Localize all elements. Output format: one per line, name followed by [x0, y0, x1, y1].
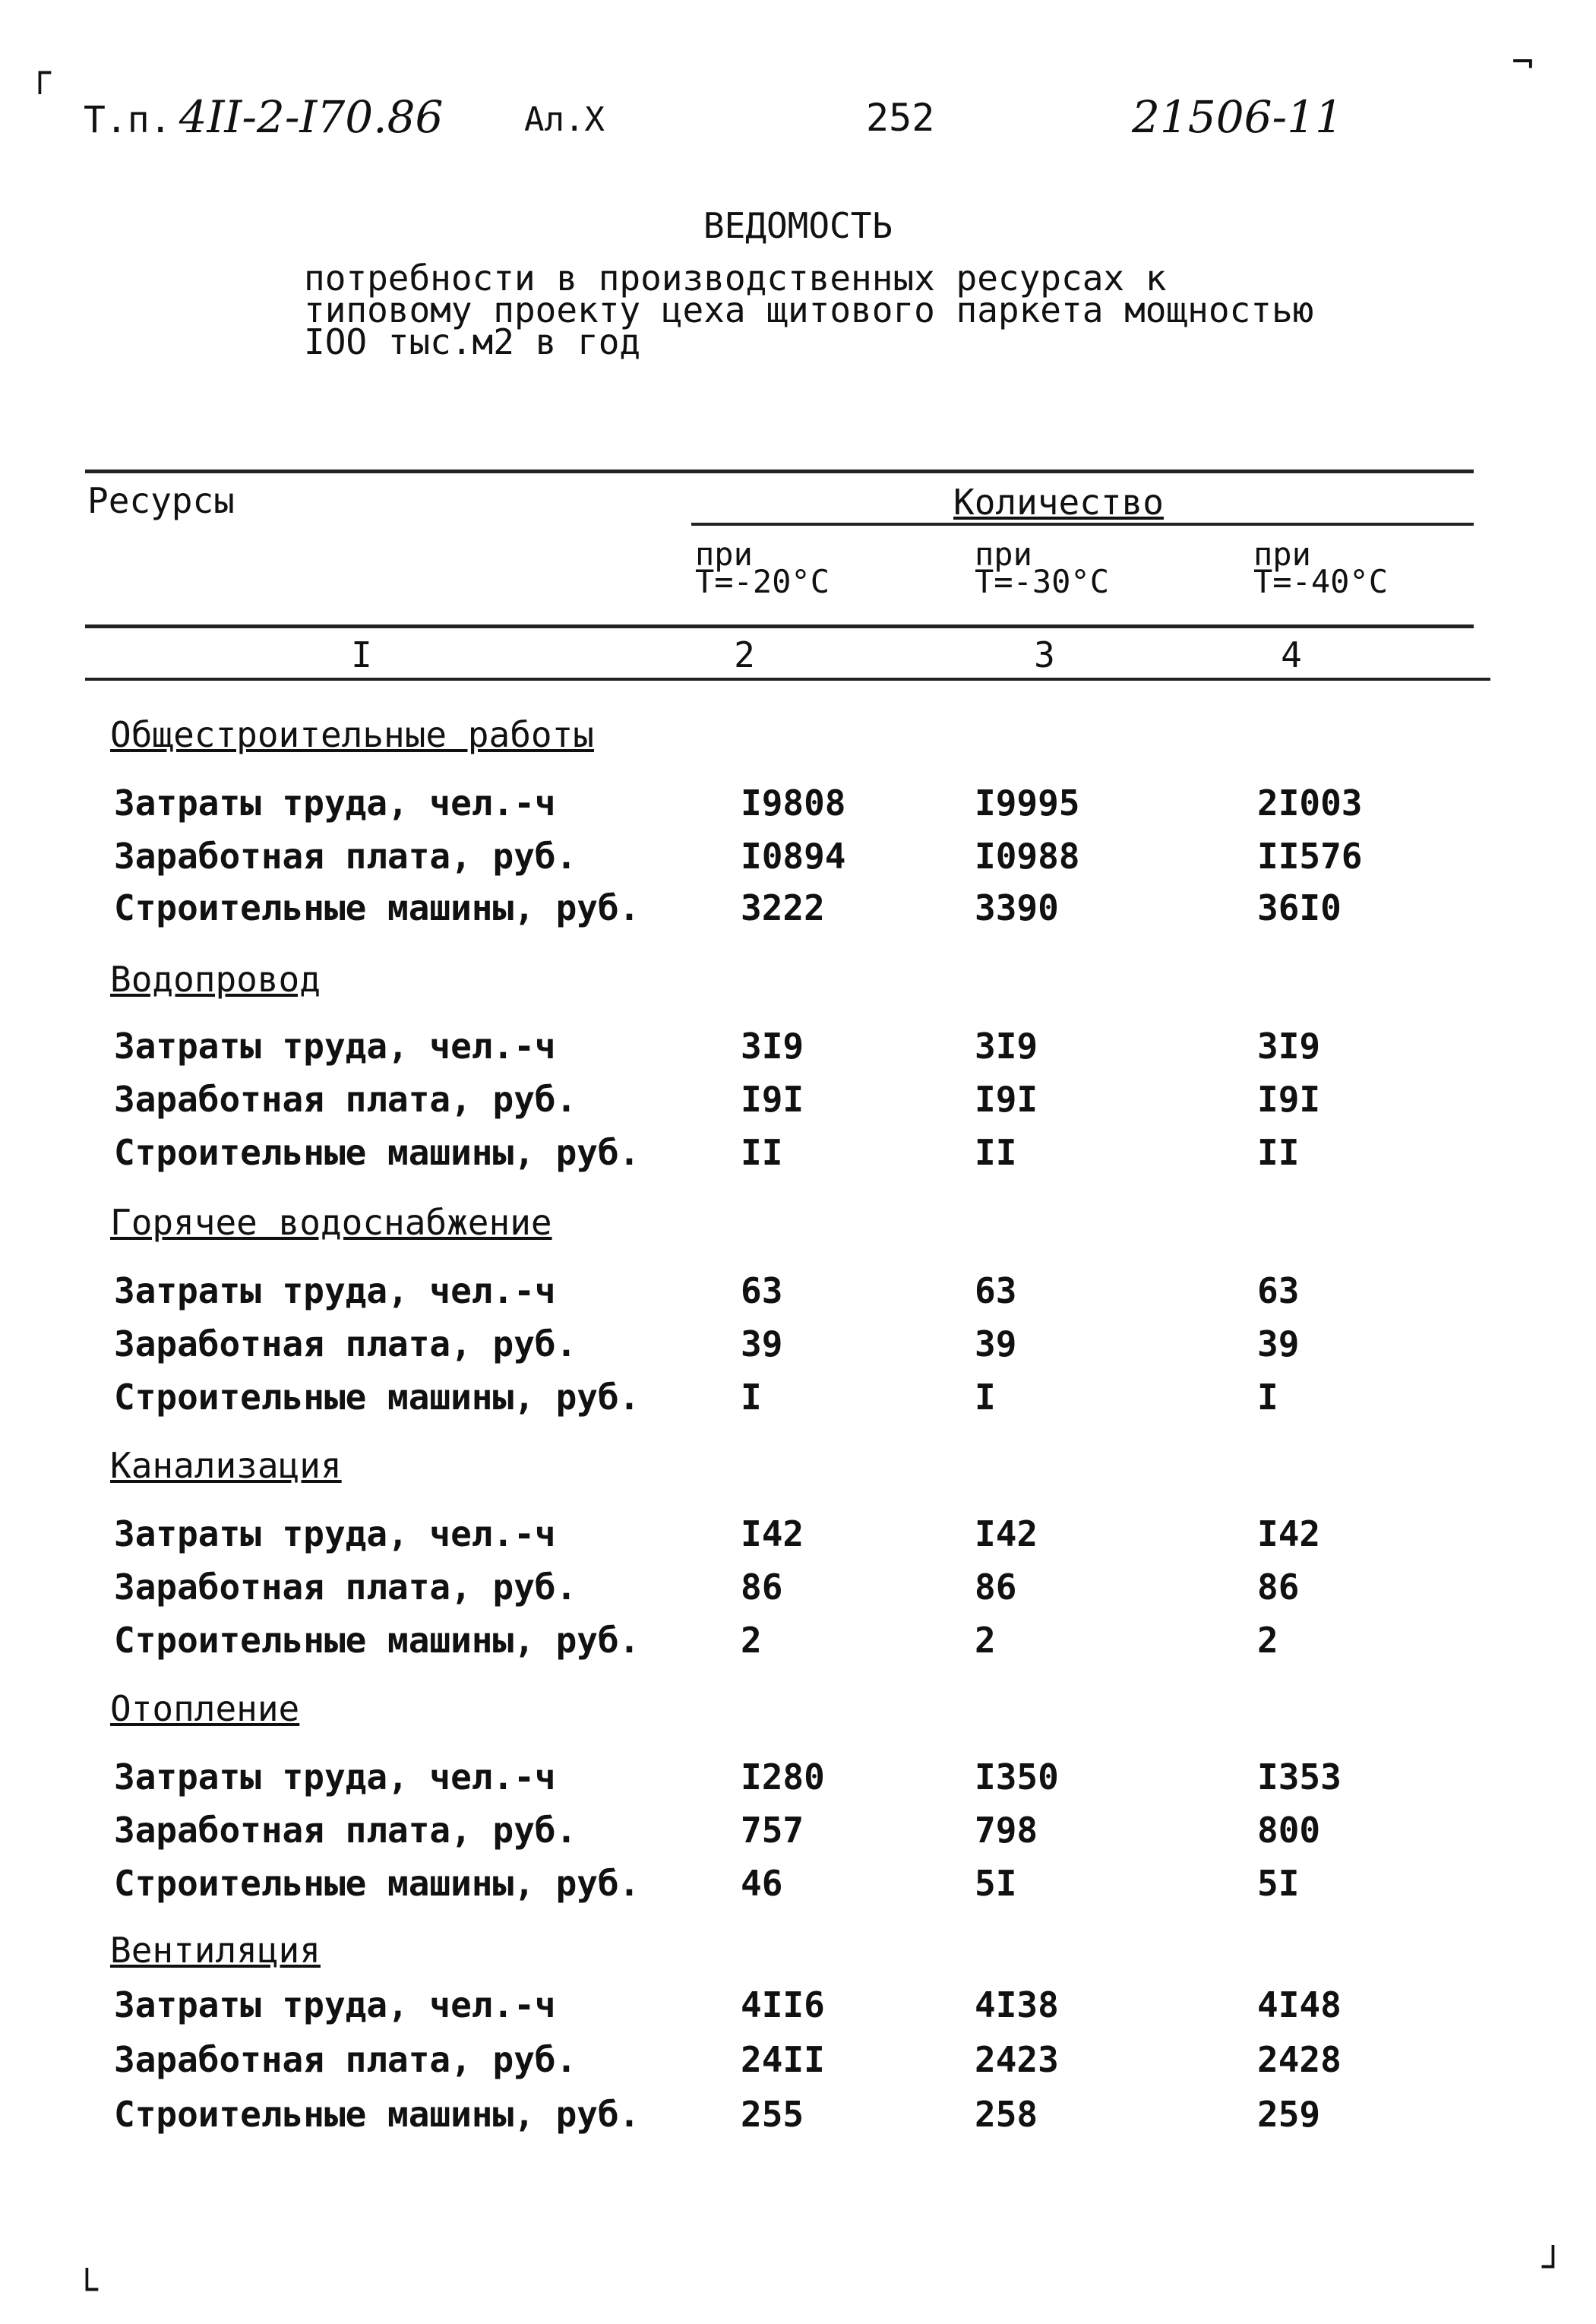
column-number: I: [351, 634, 372, 675]
row-label: Строительные машины, руб.: [114, 1863, 640, 1904]
header-bottom-rule: [85, 624, 1474, 628]
cell-value: I353: [1257, 1756, 1342, 1798]
cell-value: 39: [1257, 1323, 1300, 1364]
row-label: Заработная плата, руб.: [114, 1323, 577, 1364]
cell-value: 3390: [975, 887, 1059, 928]
column-header-t40: при Т=-40°С: [1253, 536, 1389, 600]
cell-value: I: [1257, 1377, 1278, 1418]
cell-value: 255: [741, 2094, 804, 2135]
cell-value: 259: [1257, 2094, 1321, 2135]
project-label: Т.п.: [84, 99, 172, 141]
row-label: Заработная плата, руб.: [114, 2039, 577, 2080]
cell-value: 63: [975, 1270, 1017, 1311]
row-label: Заработная плата, руб.: [114, 1079, 577, 1120]
section-title: Водопровод: [110, 959, 321, 1000]
cell-value: I: [975, 1377, 996, 1418]
column-header-quantity: Количество: [953, 482, 1164, 523]
document-header: [84, 84, 1527, 152]
cell-value: 800: [1257, 1810, 1321, 1851]
cell-value: I9I: [741, 1079, 804, 1120]
column-header-t20: при Т=-20°С: [695, 536, 830, 600]
row-label: Затраты труда, чел.-ч: [114, 1756, 556, 1798]
column-number-rule: [85, 678, 1490, 681]
cell-value: I42: [1257, 1513, 1321, 1554]
section-title: Общестроительные работы: [110, 714, 594, 755]
cell-value: 2423: [975, 2039, 1059, 2080]
cell-value: 757: [741, 1810, 804, 1851]
row-label: Строительные машины, руб.: [114, 887, 640, 928]
section-title: Горячее водоснабжение: [110, 1202, 552, 1243]
cell-value: 5I: [975, 1863, 1017, 1904]
cell-value: 2: [741, 1620, 762, 1661]
row-label: Затраты труда, чел.-ч: [114, 1513, 556, 1554]
document-code: 21506-11: [1132, 91, 1343, 143]
cell-value: 63: [1257, 1270, 1300, 1311]
corner-mark-bottom-left: └: [76, 2269, 98, 2311]
cell-value: 86: [741, 1567, 783, 1608]
row-label: Затраты труда, чел.-ч: [114, 1984, 556, 2025]
cell-value: II: [741, 1132, 783, 1173]
row-label: Заработная плата, руб.: [114, 1567, 577, 1608]
cell-value: 39: [975, 1323, 1017, 1364]
cell-value: 798: [975, 1810, 1038, 1851]
cell-value: 3I9: [1257, 1026, 1321, 1067]
row-label: Строительные машины, руб.: [114, 1377, 640, 1418]
section-title: Отопление: [110, 1688, 300, 1729]
cell-value: I9I: [1257, 1079, 1321, 1120]
cell-value: 4I38: [975, 1984, 1059, 2025]
cell-value: I9808: [741, 783, 846, 824]
cell-value: I42: [741, 1513, 804, 1554]
document-title: ВЕДОМОСТЬ: [703, 205, 893, 246]
cell-value: 3I9: [975, 1026, 1038, 1067]
column-header-t30: при Т=-30°С: [975, 536, 1110, 600]
cell-value: II: [975, 1132, 1017, 1173]
corner-mark-bottom-right: ┘: [1542, 2246, 1564, 2288]
cell-value: 4II6: [741, 1984, 825, 2025]
section-title: Канализация: [110, 1445, 342, 1486]
cell-value: I0894: [741, 836, 846, 877]
row-label: Затраты труда, чел.-ч: [114, 1026, 556, 1067]
cell-value: 2428: [1257, 2039, 1342, 2080]
cell-value: 2I003: [1257, 783, 1363, 824]
row-label: Строительные машины, руб.: [114, 1132, 640, 1173]
album-number: Ал.X: [524, 100, 605, 139]
cell-value: I9995: [975, 783, 1080, 824]
project-designation: [84, 91, 443, 143]
column-number: 4: [1281, 634, 1302, 675]
cell-value: 4I48: [1257, 1984, 1342, 2025]
cell-value: 39: [741, 1323, 783, 1364]
cell-value: 2: [1257, 1620, 1278, 1661]
quantity-header-rule: [691, 523, 1474, 526]
cell-value: II: [1257, 1132, 1300, 1173]
cell-value: 3I9: [741, 1026, 804, 1067]
row-label: Заработная плата, руб.: [114, 836, 577, 877]
cell-value: I9I: [975, 1079, 1038, 1120]
cell-value: 3222: [741, 887, 825, 928]
project-number: 4II-2-I70.86: [179, 91, 444, 143]
row-label: Строительные машины, руб.: [114, 1620, 640, 1661]
row-label: Строительные машины, руб.: [114, 2094, 640, 2135]
cell-value: I42: [975, 1513, 1038, 1554]
cell-value: 63: [741, 1270, 783, 1311]
corner-mark-top-left: ┌: [29, 52, 51, 94]
cell-value: I0988: [975, 836, 1080, 877]
section-title: Вентиляция: [110, 1930, 321, 1971]
row-label: Заработная плата, руб.: [114, 1810, 577, 1851]
column-header-resources: Ресурсы: [87, 480, 235, 521]
cell-value: 46: [741, 1863, 783, 1904]
cell-value: 86: [975, 1567, 1017, 1608]
table-top-rule: [85, 470, 1474, 473]
cell-value: 2: [975, 1620, 996, 1661]
cell-value: I280: [741, 1756, 825, 1798]
cell-value: 86: [1257, 1567, 1300, 1608]
column-number: 3: [1034, 634, 1055, 675]
cell-value: II576: [1257, 836, 1363, 877]
document-subtitle: потребности в производственных ресурсах к типовому проекту цеха щитового паркета мощностью IOO тыс.м2 в год: [304, 258, 1314, 362]
column-number: 2: [734, 634, 755, 675]
cell-value: 36I0: [1257, 887, 1342, 928]
row-label: Затраты труда, чел.-ч: [114, 1270, 556, 1311]
cell-value: I350: [975, 1756, 1059, 1798]
corner-mark-top-right: ¬: [1512, 41, 1534, 84]
cell-value: I: [741, 1377, 762, 1418]
cell-value: 5I: [1257, 1863, 1300, 1904]
page-number: 252: [866, 96, 935, 140]
cell-value: 258: [975, 2094, 1038, 2135]
cell-value: 24II: [741, 2039, 825, 2080]
row-label: Затраты труда, чел.-ч: [114, 783, 556, 824]
